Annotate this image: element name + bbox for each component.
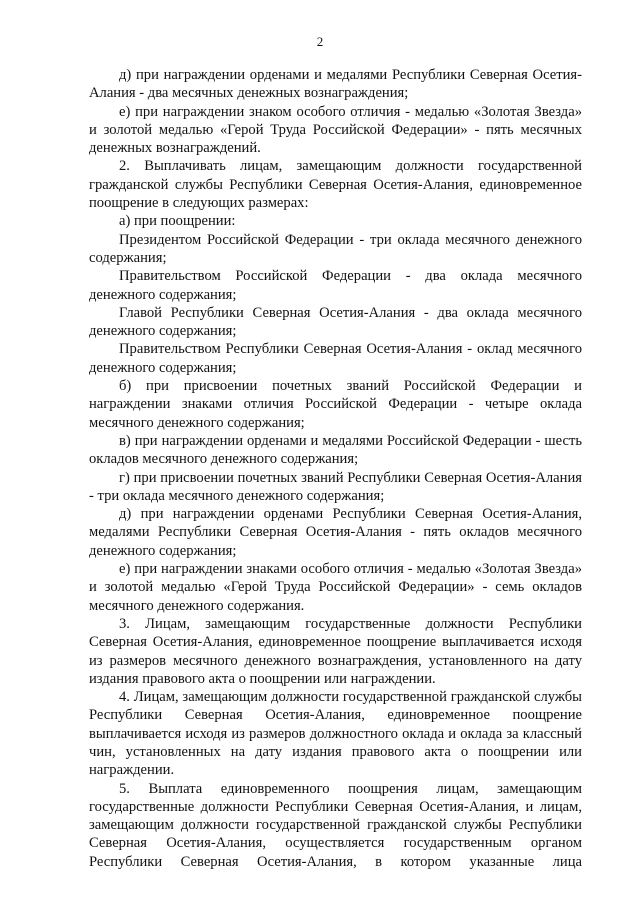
paragraph-section-2: 2. Выплачивать лицам, замещающим должности государственной гражданской службы Республики Северная Осетия-Алания, единовременное поощрение в следующих размерах: [89, 158, 582, 212]
paragraph-item-v: в) при награждении орденами и медалями Российской Федерации - шесть окладов месячного денежного содержания; [89, 432, 582, 468]
paragraph-head-of-republic: Главой Республики Северная Осетия-Алания - два оклада месячного денежного содержания; [89, 304, 582, 340]
paragraph-president: Президентом Российской Федерации - три оклада месячного денежного содержания; [89, 231, 582, 266]
paragraph-section-5: 5. Выплата единовременного поощрения лицам, замещающим государственные должности Республики Северная Осетия-Алания, и лицам, замещающим должности государственной гражданской службы Республики Северная Осетия-Алания, осуществляется государственным органом Республики Северная Осетия-Алания, в котором указанные лица [89, 780, 582, 870]
paragraph-item-a: а) при поощрении: [119, 213, 236, 230]
paragraph-government-rf: Правительством Российской Федерации - два оклада месячного денежного содержания; [89, 268, 582, 303]
paragraph-government-republic: Правительством Республики Северная Осетия-Алания - оклад месячного денежного содержания; [89, 341, 582, 376]
paragraph-award-orders-d: д) при награждении орденами и медалями Республики Северная Осетия-Алания - два месячных денежных вознаграждения; [89, 67, 582, 102]
paragraph-section-4: 4. Лицам, замещающим должности государственной гражданской службы Республики Северная Осетия-Алания, единовременное поощрение выплачивается исходя из размеров должностного оклада и оклада за классный чин, установленных на дату издания правового акта о поощрении или награждении. [89, 689, 582, 779]
paragraph-award-gold-star-e: е) при награждении знаком особого отличия - медалью «Золотая Звезда» и золотой медалью «Герой Труда Российской Федерации» - пять месячных денежных вознаграждений. [89, 103, 582, 157]
paragraph-section-3: 3. Лицам, замещающим государственные должности Республики Северная Осетия-Алания, единовременное поощрение выплачивается исходя из размеров месячного денежного вознаграждения, установленного на дату издания правового акта о поощрении или награждении. [89, 615, 582, 687]
paragraph-item-e: е) при награждении знаками особого отличия - медалью «Золотая Звезда» и золотой медалью «Герой Труда Российской Федерации» - семь окладов месячного денежного содержания. [89, 561, 582, 614]
paragraph-item-g: г) при присвоении почетных званий Республики Северная Осетия-Алания - три оклада месячного денежного содержания; [89, 469, 582, 504]
document-body [89, 66, 582, 871]
paragraph-item-d: д) при награждении орденами Республики Северная Осетия-Алания, медалями Республики Северная Осетия-Алания - пять окладов месячного денежного содержания; [89, 506, 582, 559]
page-number: 2 [316, 34, 324, 49]
paragraph-item-b: б) при присвоении почетных званий Российской Федерации и награждении знаками отличия Российской Федерации - четыре оклада месячного денежного содержания; [89, 378, 582, 431]
